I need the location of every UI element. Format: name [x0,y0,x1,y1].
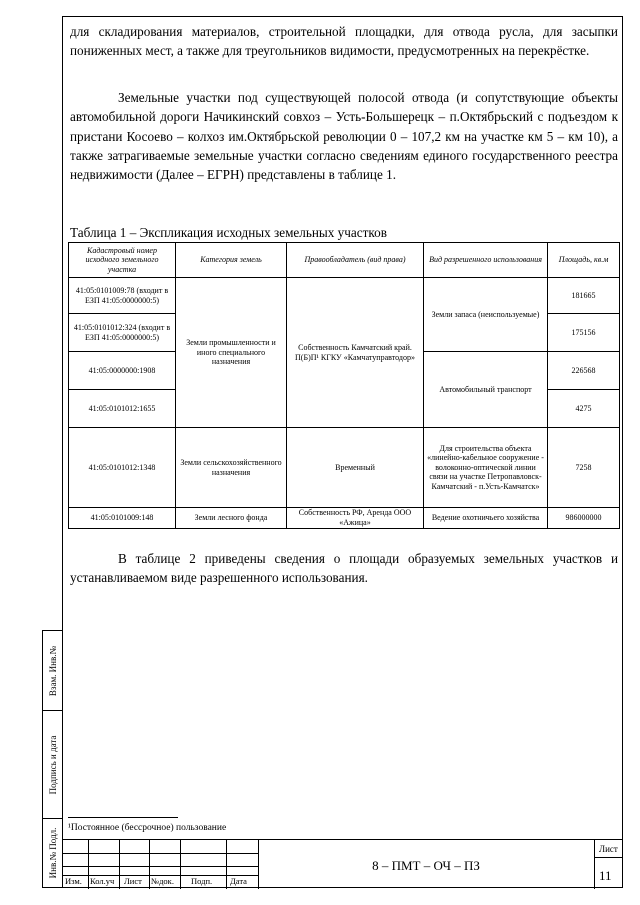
side-cell-signature [43,711,62,819]
cell-area: 226568 [548,352,620,390]
cell-cadastral: 41:05:0101012:1655 [69,390,176,428]
side-label-signature: Подпись и дата [47,735,58,794]
cell-cadastral: 41:05:0101012:324 (входит в ЕЗП 41:05:0000000:5) [69,314,176,352]
title-block [62,839,623,888]
table-row [69,428,620,508]
header-category: Категория земель [176,243,287,278]
header-area: Площадь, кв.м [548,243,620,278]
table-row [69,508,620,529]
sheet-label: Лист [599,844,618,854]
paragraph-3: В таблице 2 приведены сведения о площади образуемых земельных участков и устанавливаемом виде разрешенного использования. [70,551,618,586]
header-use: Вид разрешенного использования [424,243,548,278]
paragraph-1: для складирования материалов, строительной площадки, для отвода русла, для засыпки пониженных мест, а также для треугольников видимости, предусмотренных на перекрёстке. [70,24,618,59]
stamp-divider [119,840,120,889]
cell-area: 7258 [548,428,620,508]
stamp-col-data: Дата [230,876,247,886]
stamp-divider [62,866,258,867]
cell-use: Для строительства объекта «линейно-кабельное сооружение - волоконно-оптической линии связи на участке Петропавловск-Камчатский - п.Усть-Камчатск» [424,428,548,508]
stamp-col-ndoc: №док. [151,876,174,886]
stamp-divider [62,853,258,854]
cell-area: 181665 [548,278,620,314]
stamp-divider [594,840,595,889]
sheet-number: 11 [599,868,612,883]
cell-category: Земли лесного фонда [176,508,287,529]
side-stamp [42,630,63,888]
cell-area: 175156 [548,314,620,352]
side-cell-inv-orig [43,819,62,887]
stamp-col-podp: Подп. [191,876,213,886]
cell-area: 4275 [548,390,620,428]
cell-cadastral: 41:05:0101009:148 [69,508,176,529]
cell-cadastral: 41:05:0101009:78 (входит в ЕЗП 41:05:0000000:5) [69,278,176,314]
table-row [69,278,620,314]
footnote-divider [68,817,178,818]
explication-table [68,242,620,529]
cell-owner: Собственность РФ, Аренда ООО «Ажица» [287,508,424,529]
side-label-inv-zam: Взам. Инв.№ [47,645,58,696]
cell-cadastral: 41:05:0000000:1908 [69,352,176,390]
document-code: 8 – ПМТ – ОЧ – ПЗ [372,858,480,873]
stamp-divider [149,840,150,889]
sheet-divider [594,857,623,858]
cell-cadastral: 41:05:0101012:1348 [69,428,176,508]
cell-category: Земли сельскохозяйственного назначения [176,428,287,508]
side-cell-inv-zam [43,631,62,711]
header-owner: Правообладатель (вид права) [287,243,424,278]
cell-use-reserve: Земли запаса (неиспользуемые) [424,278,548,352]
cell-area: 986000000 [548,508,620,529]
stamp-divider [226,840,227,889]
side-label-inv-orig: Инв.№ Подл. [47,827,58,879]
table-header-row [69,243,620,278]
cell-use-road: Автомобильный транспорт [424,352,548,428]
footnote: ¹Постоянное (бессрочное) пользование [68,823,227,833]
table-caption: Таблица 1 – Экспликация исходных земельных участков [70,225,387,240]
paragraph-2: Земельные участки под существующей полосой отвода (и сопутствующие объекты автомобильной дороги Начикинский совхоз – Усть-Большерецк – п.Октябрьский с подъездом к пристани Косоево – колхоз им.Октябрьской революции 0 – 107,2 км на участке км 5 – км 10), а также затрагиваемые земельные участки согласно сведениям единого государственного реестра недвижимости (Далее – ЕГРН) представлены в таблице 1. [70,90,618,183]
stamp-divider [180,840,181,889]
cell-owner: Временный [287,428,424,508]
stamp-divider [88,840,89,889]
stamp-col-izm: Изм. [65,876,82,886]
cell-use: Ведение охотничьего хозяйства [424,508,548,529]
cell-category-merged: Земли промышленности и иного специального назначения [176,278,287,428]
stamp-col-list: Лист [124,876,142,886]
stamp-col-kolvo: Кол.уч [90,876,115,886]
header-cadastral: Кадастровый номер исходного земельного участка [69,243,176,278]
cell-owner-merged: Собственность Камчатский край. П(Б)П¹ КГКУ «Камчатуправтодор» [287,278,424,428]
